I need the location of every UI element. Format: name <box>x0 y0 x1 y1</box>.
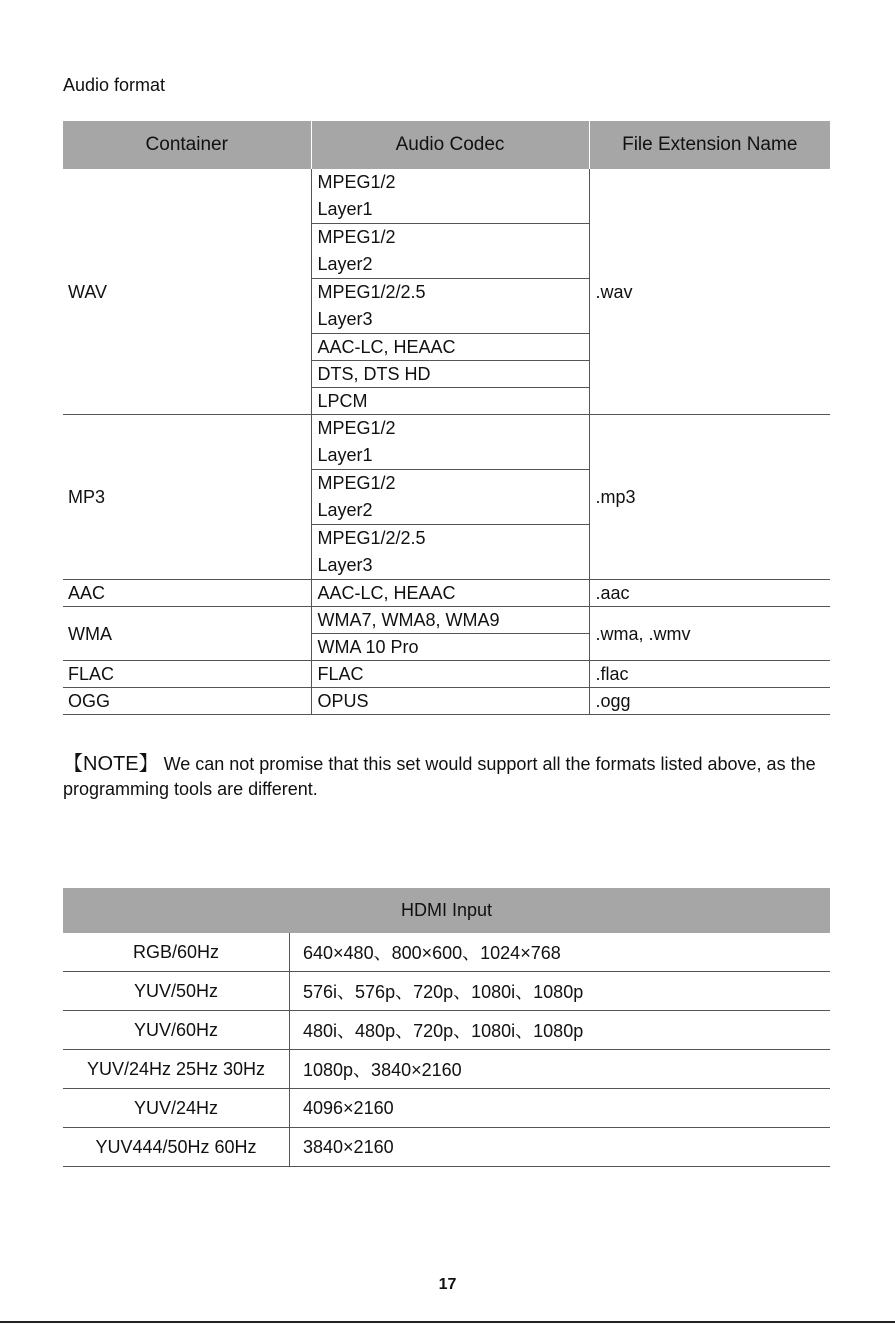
signal-mode-cell: YUV/24Hz 25Hz 30Hz <box>63 1050 290 1089</box>
resolutions-cell: 640×480、800×600、1024×768 <box>290 933 831 972</box>
codec-line: Layer1 <box>317 199 373 219</box>
hdmi-input-title: HDMI Input <box>63 888 830 933</box>
codec-line: Layer1 <box>317 445 373 465</box>
table-row <box>63 169 830 224</box>
codec-line: Layer3 <box>317 555 373 575</box>
codec-line: Layer3 <box>317 309 373 329</box>
container-cell: AAC <box>63 580 311 607</box>
table-row <box>63 1089 830 1128</box>
signal-mode-cell: YUV444/50Hz 60Hz <box>63 1128 290 1167</box>
note-paragraph <box>63 752 833 802</box>
container-cell: FLAC <box>63 661 311 688</box>
signal-mode-cell: RGB/60Hz <box>63 933 290 972</box>
table-row <box>63 1011 830 1050</box>
codec-line: Layer2 <box>317 254 373 274</box>
page-bottom-rule <box>0 1321 895 1323</box>
note-bracket-open: 【 <box>63 753 83 775</box>
extension-cell: .flac <box>589 661 830 688</box>
header-container: Container <box>63 121 311 169</box>
extension-cell: .mp3 <box>589 415 830 580</box>
codec-line: MPEG1/2 <box>317 473 396 493</box>
codec-cell: DTS, DTS HD <box>311 361 589 388</box>
signal-mode-cell: YUV/24Hz <box>63 1089 290 1128</box>
codec-line: Layer2 <box>317 500 373 520</box>
container-cell: WMA <box>63 607 311 661</box>
codec-cell <box>311 279 589 334</box>
note-bracket-close: 】 <box>138 753 159 775</box>
table-row <box>63 933 830 972</box>
signal-mode-cell: YUV/50Hz <box>63 972 290 1011</box>
extension-cell: .ogg <box>589 688 830 715</box>
container-cell: WAV <box>63 169 311 415</box>
header-file-extension: File Extension Name <box>589 121 830 169</box>
hdmi-table-header <box>63 888 830 933</box>
table-row <box>63 661 830 688</box>
extension-cell: .wav <box>589 169 830 415</box>
codec-cell <box>311 169 589 224</box>
header-audio-codec: Audio Codec <box>311 121 589 169</box>
codec-line: MPEG1/2 <box>317 418 396 438</box>
codec-cell <box>311 415 589 470</box>
resolutions-cell: 4096×2160 <box>290 1089 831 1128</box>
codec-cell: OPUS <box>311 688 589 715</box>
codec-cell: FLAC <box>311 661 589 688</box>
codec-cell <box>311 224 589 279</box>
resolutions-cell: 3840×2160 <box>290 1128 831 1167</box>
codec-cell <box>311 525 589 580</box>
codec-cell: WMA 10 Pro <box>311 634 589 661</box>
extension-cell: .aac <box>589 580 830 607</box>
table-row <box>63 415 830 470</box>
signal-mode-cell: YUV/60Hz <box>63 1011 290 1050</box>
extension-cell: .wma, .wmv <box>589 607 830 661</box>
resolutions-cell: 1080p、3840×2160 <box>290 1050 831 1089</box>
container-cell: MP3 <box>63 415 311 580</box>
codec-cell: WMA7, WMA8, WMA9 <box>311 607 589 634</box>
audio-table-header <box>63 121 830 169</box>
codec-cell: AAC-LC, HEAAC <box>311 580 589 607</box>
resolutions-cell: 480i、480p、720p、1080i、1080p <box>290 1011 831 1050</box>
codec-cell: AAC-LC, HEAAC <box>311 334 589 361</box>
audio-format-title: Audio format <box>63 75 166 95</box>
hdmi-input-table <box>63 888 830 1167</box>
table-row <box>63 972 830 1011</box>
note-label: NOTE <box>83 753 139 775</box>
table-row <box>63 580 830 607</box>
codec-line: MPEG1/2/2.5 <box>317 282 426 302</box>
container-cell: OGG <box>63 688 311 715</box>
resolutions-cell: 576i、576p、720p、1080i、1080p <box>290 972 831 1011</box>
audio-format-table <box>63 121 830 715</box>
note-text: We can not promise that this set would support all the formats listed above, as the programming tools are different. <box>63 754 816 799</box>
codec-cell <box>311 470 589 525</box>
codec-line: MPEG1/2 <box>317 227 396 247</box>
page-number: 17 <box>438 1276 457 1293</box>
codec-cell: LPCM <box>311 388 589 415</box>
table-row <box>63 1050 830 1089</box>
table-row <box>63 1128 830 1167</box>
codec-line: MPEG1/2 <box>317 172 396 192</box>
table-row <box>63 607 830 634</box>
table-row <box>63 688 830 715</box>
codec-line: MPEG1/2/2.5 <box>317 528 426 548</box>
